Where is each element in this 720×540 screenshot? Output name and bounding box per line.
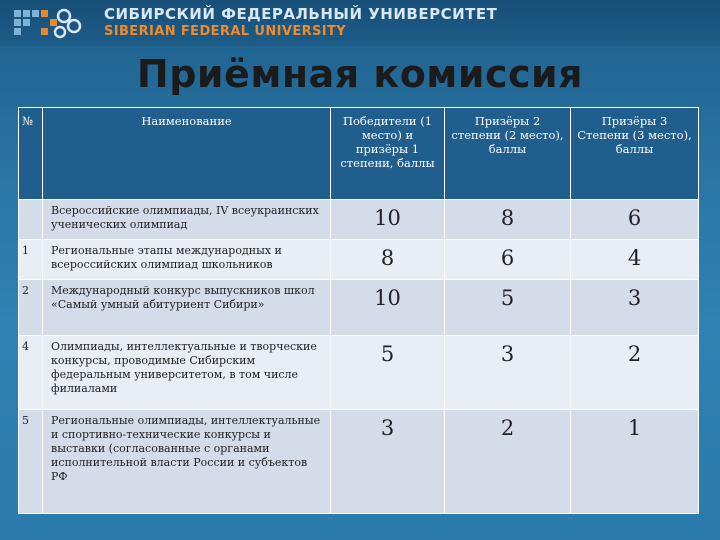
row-first-place-points: 5 [331, 336, 445, 410]
row-first-place-points: 10 [331, 200, 445, 240]
table-row [19, 336, 699, 410]
row-number [19, 200, 43, 240]
header-name: Наименование [43, 108, 331, 200]
row-name: Международный конкурс выпускников школ «Самый умный абитуриент Сибири» [43, 280, 331, 336]
header-first-place: Победители (1 место) и призёры 1 степени, баллы [331, 108, 445, 200]
table-row [19, 200, 699, 240]
row-second-place-points: 6 [445, 240, 571, 280]
row-second-place-points: 5 [445, 280, 571, 336]
row-first-place-points: 3 [331, 410, 445, 514]
university-logo-icon [12, 2, 84, 42]
row-third-place-points: 1 [571, 410, 699, 514]
table-row [19, 240, 699, 280]
row-third-place-points: 3 [571, 280, 699, 336]
table-header-row [19, 108, 699, 200]
row-first-place-points: 8 [331, 240, 445, 280]
university-name-en: SIBERIAN FEDERAL UNIVERSITY [104, 24, 347, 39]
page-title: Приёмная комиссия [136, 52, 584, 96]
row-name: Олимпиады, интеллектуальные и творческие конкурсы, проводимые Сибирским федеральным университетом, в том числе филиалами [43, 336, 331, 410]
header-number: № [19, 108, 43, 200]
row-second-place-points: 8 [445, 200, 571, 240]
row-third-place-points: 4 [571, 240, 699, 280]
row-third-place-points: 6 [571, 200, 699, 240]
row-name: Всероссийские олимпиады, IV всеукраинских ученических олимпиад [43, 200, 331, 240]
row-number: 2 [19, 280, 43, 336]
row-name: Региональные олимпиады, интеллектуальные и спортивно-технические конкурсы и выставки (согласованные с органами исполнительной власти России и субъектов РФ [43, 410, 331, 514]
row-number: 5 [19, 410, 43, 514]
row-second-place-points: 2 [445, 410, 571, 514]
points-table [18, 107, 699, 514]
table-row [19, 280, 699, 336]
row-name: Региональные этапы международных и всероссийских олимпиад школьников [43, 240, 331, 280]
university-name-ru: СИБИРСКИЙ ФЕДЕРАЛЬНЫЙ УНИВЕРСИТЕТ [104, 5, 498, 23]
row-first-place-points: 10 [331, 280, 445, 336]
table-row [19, 410, 699, 514]
row-third-place-points: 2 [571, 336, 699, 410]
header-band [0, 0, 720, 46]
header-third-place: Призёры 3 Степени (3 место), баллы [571, 108, 699, 200]
points-table-container [18, 107, 698, 514]
row-number: 4 [19, 336, 43, 410]
row-number: 1 [19, 240, 43, 280]
header-second-place: Призёры 2 степени (2 место), баллы [445, 108, 571, 200]
row-second-place-points: 3 [445, 336, 571, 410]
